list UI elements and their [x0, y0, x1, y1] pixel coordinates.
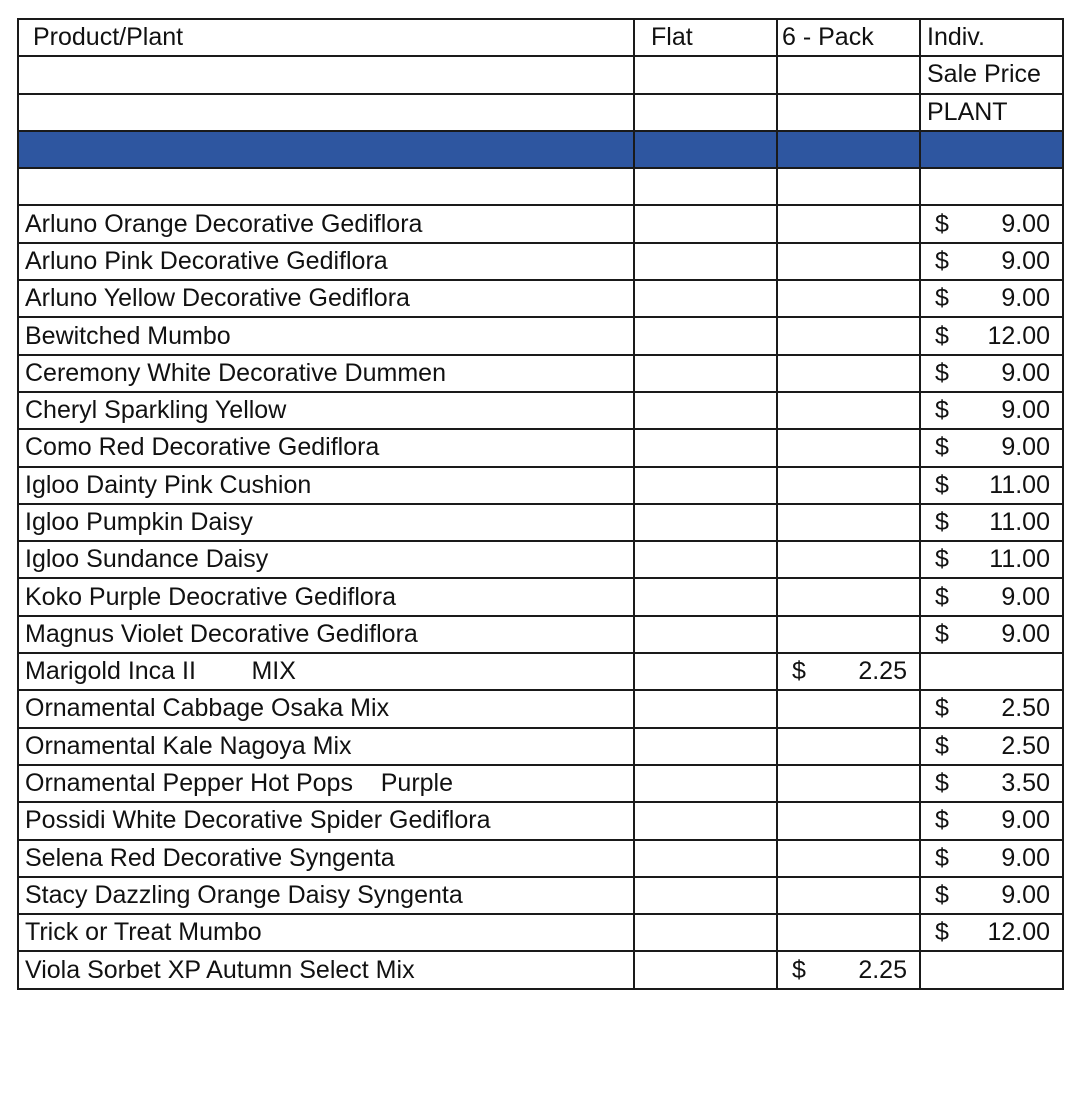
empty-cell — [777, 280, 920, 317]
currency-symbol: $ — [935, 358, 949, 387]
header-six-pack: 6 - Pack — [777, 19, 920, 56]
price-cell — [920, 467, 1063, 504]
price-value: 9.00 — [1001, 396, 1050, 425]
product-name: Marigold Inca II MIX — [18, 653, 634, 690]
header-row-3 — [18, 94, 1063, 131]
blue-cell — [777, 131, 920, 168]
price-value: 2.25 — [858, 657, 907, 686]
empty-cell — [634, 467, 777, 504]
table-row — [18, 802, 1063, 839]
product-name: Bewitched Mumbo — [18, 317, 634, 354]
price-cell — [920, 392, 1063, 429]
header-row-2 — [18, 56, 1063, 93]
empty-cell — [777, 802, 920, 839]
product-name: Selena Red Decorative Syngenta — [18, 840, 634, 877]
empty-cell — [777, 914, 920, 951]
empty-cell — [634, 914, 777, 951]
product-name: Cheryl Sparkling Yellow — [18, 392, 634, 429]
table-row — [18, 653, 1063, 690]
price-cell — [920, 504, 1063, 541]
empty-cell — [777, 541, 920, 578]
price-cell — [920, 578, 1063, 615]
empty-cell — [920, 168, 1063, 205]
empty-cell — [634, 728, 777, 765]
table-row — [18, 541, 1063, 578]
currency-symbol: $ — [935, 284, 949, 313]
price-cell — [920, 690, 1063, 727]
empty-cell — [634, 840, 777, 877]
empty-cell — [777, 205, 920, 242]
currency-symbol: $ — [935, 619, 949, 648]
table-row — [18, 728, 1063, 765]
price-value: 9.00 — [1001, 209, 1050, 238]
table-row — [18, 840, 1063, 877]
price-cell — [920, 429, 1063, 466]
currency-symbol: $ — [935, 582, 949, 611]
empty-cell — [634, 280, 777, 317]
product-name: Viola Sorbet XP Autumn Select Mix — [18, 951, 634, 988]
product-name: Magnus Violet Decorative Gediflora — [18, 616, 634, 653]
blue-cell — [634, 131, 777, 168]
currency-symbol: $ — [935, 694, 949, 723]
currency-symbol: $ — [935, 843, 949, 872]
currency-symbol: $ — [935, 545, 949, 574]
price-cell — [920, 205, 1063, 242]
empty-cell — [634, 56, 777, 93]
empty-cell — [634, 877, 777, 914]
empty-cell — [777, 317, 920, 354]
price-value: 11.00 — [989, 470, 1050, 499]
empty-cell — [634, 616, 777, 653]
empty-cell — [18, 56, 634, 93]
empty-cell — [634, 429, 777, 466]
price-cell — [920, 317, 1063, 354]
table-row — [18, 392, 1063, 429]
product-name: Possidi White Decorative Spider Gediflora — [18, 802, 634, 839]
header-plant: PLANT — [920, 94, 1063, 131]
header-indiv: Indiv. — [920, 19, 1063, 56]
empty-cell — [634, 765, 777, 802]
empty-cell — [18, 168, 634, 205]
price-table — [17, 18, 1064, 990]
product-name: Arluno Orange Decorative Gediflora — [18, 205, 634, 242]
product-name: Igloo Sundance Daisy — [18, 541, 634, 578]
product-name: Arluno Pink Decorative Gediflora — [18, 243, 634, 280]
header-row — [18, 19, 1063, 56]
empty-cell — [777, 243, 920, 280]
price-value: 9.00 — [1001, 582, 1050, 611]
empty-cell — [634, 578, 777, 615]
currency-symbol: $ — [935, 769, 949, 798]
table-row — [18, 914, 1063, 951]
empty-cell — [777, 504, 920, 541]
currency-symbol: $ — [935, 321, 949, 350]
price-value: 9.00 — [1001, 843, 1050, 872]
product-name: Ornamental Pepper Hot Pops Purple — [18, 765, 634, 802]
empty-cell — [777, 429, 920, 466]
table-row — [18, 467, 1063, 504]
price-cell — [920, 243, 1063, 280]
price-cell — [920, 541, 1063, 578]
price-value: 9.00 — [1001, 284, 1050, 313]
currency-symbol: $ — [792, 955, 806, 984]
product-name: Koko Purple Deocrative Gediflora — [18, 578, 634, 615]
price-value: 9.00 — [1001, 358, 1050, 387]
header-product: Product/Plant — [18, 19, 634, 56]
empty-cell — [634, 94, 777, 131]
empty-cell — [777, 56, 920, 93]
product-name: Ceremony White Decorative Dummen — [18, 355, 634, 392]
price-value: 9.00 — [1001, 880, 1050, 909]
empty-cell — [777, 877, 920, 914]
table-row — [18, 765, 1063, 802]
price-value: 12.00 — [987, 918, 1050, 947]
table-row — [18, 280, 1063, 317]
price-value: 12.00 — [987, 321, 1050, 350]
price-cell — [920, 914, 1063, 951]
price-cell — [920, 840, 1063, 877]
empty-cell — [634, 802, 777, 839]
product-name: Trick or Treat Mumbo — [18, 914, 634, 951]
table-row — [18, 951, 1063, 988]
empty-cell — [634, 653, 777, 690]
empty-cell — [920, 653, 1063, 690]
empty-cell — [777, 840, 920, 877]
empty-cell — [777, 616, 920, 653]
product-name: Arluno Yellow Decorative Gediflora — [18, 280, 634, 317]
table-row — [18, 690, 1063, 727]
price-cell — [777, 951, 920, 988]
price-cell — [920, 280, 1063, 317]
header-flat: Flat — [634, 19, 777, 56]
currency-symbol: $ — [935, 806, 949, 835]
currency-symbol: $ — [792, 657, 806, 686]
empty-cell — [634, 541, 777, 578]
currency-symbol: $ — [935, 470, 949, 499]
empty-cell — [634, 317, 777, 354]
empty-cell — [634, 243, 777, 280]
price-cell — [920, 355, 1063, 392]
spacer-row — [18, 168, 1063, 205]
table-row — [18, 616, 1063, 653]
empty-cell — [777, 578, 920, 615]
empty-cell — [777, 94, 920, 131]
empty-cell — [634, 168, 777, 205]
blue-separator-row — [18, 131, 1063, 168]
empty-cell — [920, 951, 1063, 988]
currency-symbol: $ — [935, 246, 949, 275]
price-value: 9.00 — [1001, 433, 1050, 462]
currency-symbol: $ — [935, 396, 949, 425]
price-value: 9.00 — [1001, 246, 1050, 275]
empty-cell — [777, 392, 920, 429]
price-value: 3.50 — [1001, 769, 1050, 798]
price-value: 9.00 — [1001, 806, 1050, 835]
empty-cell — [777, 168, 920, 205]
price-value: 11.00 — [989, 545, 1050, 574]
empty-cell — [777, 690, 920, 727]
header-sale-price: Sale Price — [920, 56, 1063, 93]
price-cell — [920, 728, 1063, 765]
currency-symbol: $ — [935, 209, 949, 238]
table-row — [18, 877, 1063, 914]
empty-cell — [634, 355, 777, 392]
blue-cell — [920, 131, 1063, 168]
table-row — [18, 578, 1063, 615]
table-row — [18, 504, 1063, 541]
product-name: Como Red Decorative Gediflora — [18, 429, 634, 466]
price-cell — [920, 765, 1063, 802]
table-row — [18, 429, 1063, 466]
product-name: Stacy Dazzling Orange Daisy Syngenta — [18, 877, 634, 914]
currency-symbol: $ — [935, 731, 949, 760]
empty-cell — [634, 392, 777, 429]
empty-cell — [634, 951, 777, 988]
table-row — [18, 317, 1063, 354]
table-row — [18, 355, 1063, 392]
empty-cell — [777, 765, 920, 802]
empty-cell — [777, 355, 920, 392]
empty-cell — [634, 504, 777, 541]
empty-cell — [634, 205, 777, 242]
empty-cell — [777, 467, 920, 504]
empty-cell — [18, 94, 634, 131]
price-value: 2.25 — [858, 955, 907, 984]
empty-cell — [777, 728, 920, 765]
product-name: Ornamental Cabbage Osaka Mix — [18, 690, 634, 727]
table-row — [18, 243, 1063, 280]
price-cell — [920, 802, 1063, 839]
empty-cell — [634, 690, 777, 727]
price-value: 2.50 — [1001, 694, 1050, 723]
product-name: Ornamental Kale Nagoya Mix — [18, 728, 634, 765]
price-value: 11.00 — [989, 508, 1050, 536]
currency-symbol: $ — [935, 918, 949, 947]
price-value: 2.50 — [1001, 731, 1050, 760]
price-value: 9.00 — [1001, 619, 1050, 648]
table-row — [18, 205, 1063, 242]
currency-symbol: $ — [935, 508, 949, 536]
currency-symbol: $ — [935, 433, 949, 462]
product-name: Igloo Dainty Pink Cushion — [18, 467, 634, 504]
price-cell — [920, 616, 1063, 653]
blue-cell — [18, 131, 634, 168]
price-cell — [920, 877, 1063, 914]
price-cell — [777, 653, 920, 690]
currency-symbol: $ — [935, 880, 949, 909]
product-name: Igloo Pumpkin Daisy — [18, 504, 634, 541]
